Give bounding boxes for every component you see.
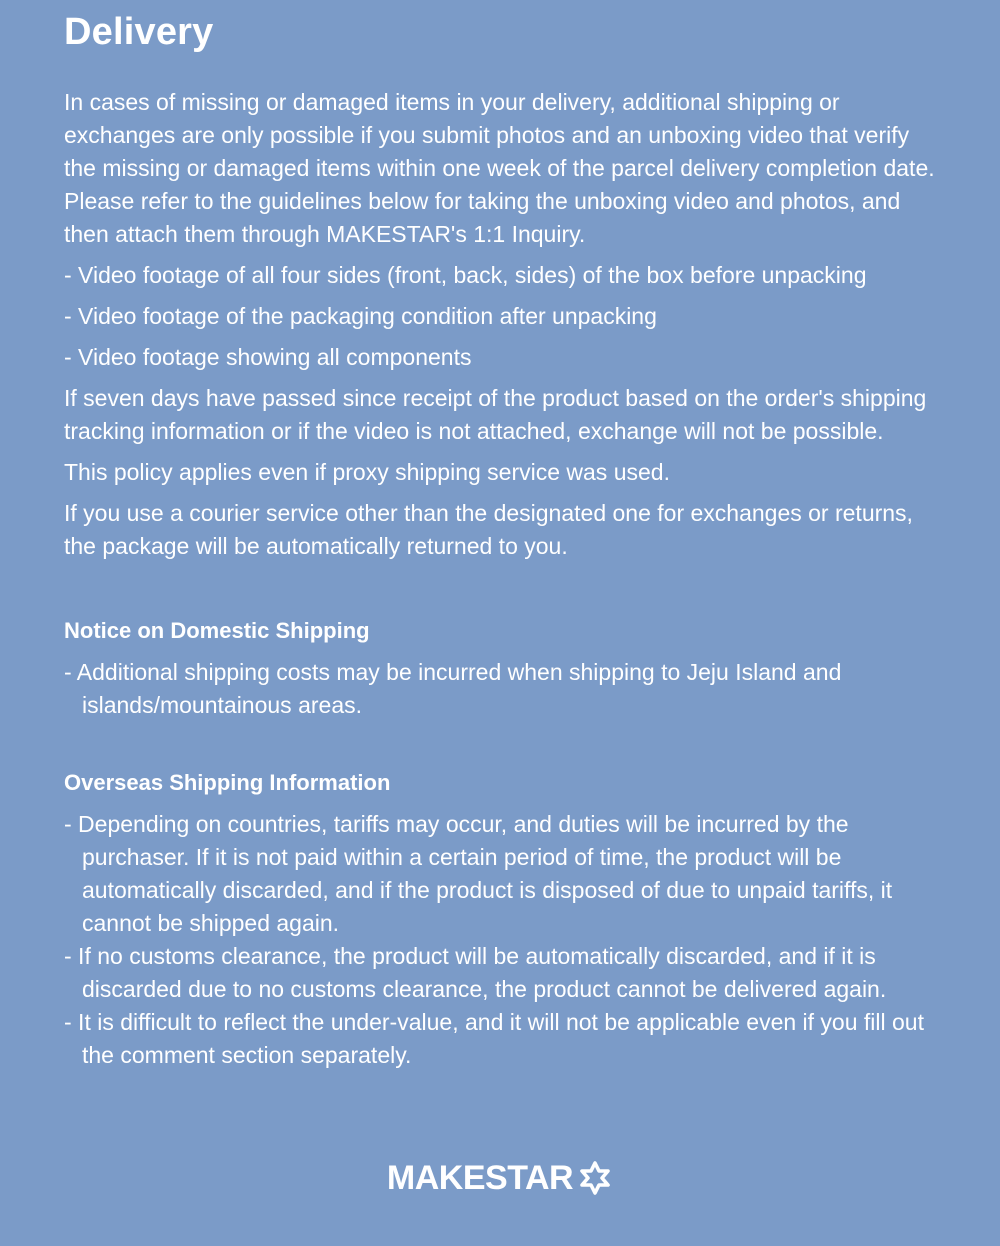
video-guideline-item: - Video footage of the packaging condition after unpacking — [64, 303, 657, 329]
list-item: - Depending on countries, tariffs may occur, and duties will be incurred by the purchaser. If it is not paid within a certain period of time, the product will be automatically discarded, and if the product is disposed of due to unpaid tariffs, it cannot be shipped again. — [64, 811, 893, 936]
courier-note: If you use a courier service other than the designated one for exchanges or returns, the package will be automatically returned to you. — [64, 500, 913, 559]
delivery-section — [64, 86, 944, 563]
list-item: - If no customs clearance, the product will be automatically discarded, and if it is discarded due to no customs clearance, the product cannot be delivered again. — [64, 943, 887, 1002]
video-guideline-item: - Video footage showing all components — [64, 344, 472, 370]
overseas-shipping-list — [64, 808, 944, 1072]
delivery-intro: In cases of missing or damaged items in your delivery, additional shipping or exchanges are only possible if you submit photos and an unboxing video that verify the missing or damaged items within one week of the parcel delivery completion date. Please refer to the guidelines below for taking the unboxing video and photos, and then attach them through MAKESTAR's 1:1 Inquiry. — [64, 89, 935, 247]
list-item: - Additional shipping costs may be incurred when shipping to Jeju Island and islands/mountainous areas. — [64, 659, 842, 718]
overseas-shipping-section — [64, 768, 944, 1072]
logo-wordmark: MAKESTAR — [386, 1159, 574, 1197]
star-outline-icon — [577, 1160, 613, 1196]
domestic-shipping-section — [64, 616, 944, 722]
domestic-shipping-list — [64, 656, 944, 722]
domestic-shipping-heading: Notice on Domestic Shipping — [64, 618, 370, 643]
page-title: Delivery — [64, 11, 214, 53]
overseas-shipping-heading: Overseas Shipping Information — [64, 770, 391, 795]
list-item: - It is difficult to reflect the under-value, and it will not be applicable even if you fill out the comment section separately. — [64, 1009, 924, 1068]
makestar-logo — [0, 1156, 1000, 1200]
proxy-shipping-note: This policy applies even if proxy shipping service was used. — [64, 459, 670, 485]
page-content — [64, 0, 944, 1072]
exchange-note: If seven days have passed since receipt of the product based on the order's shipping tracking information or if the video is not attached, exchange will not be possible. — [64, 385, 927, 444]
video-guideline-item: - Video footage of all four sides (front, back, sides) of the box before unpacking — [64, 262, 867, 288]
